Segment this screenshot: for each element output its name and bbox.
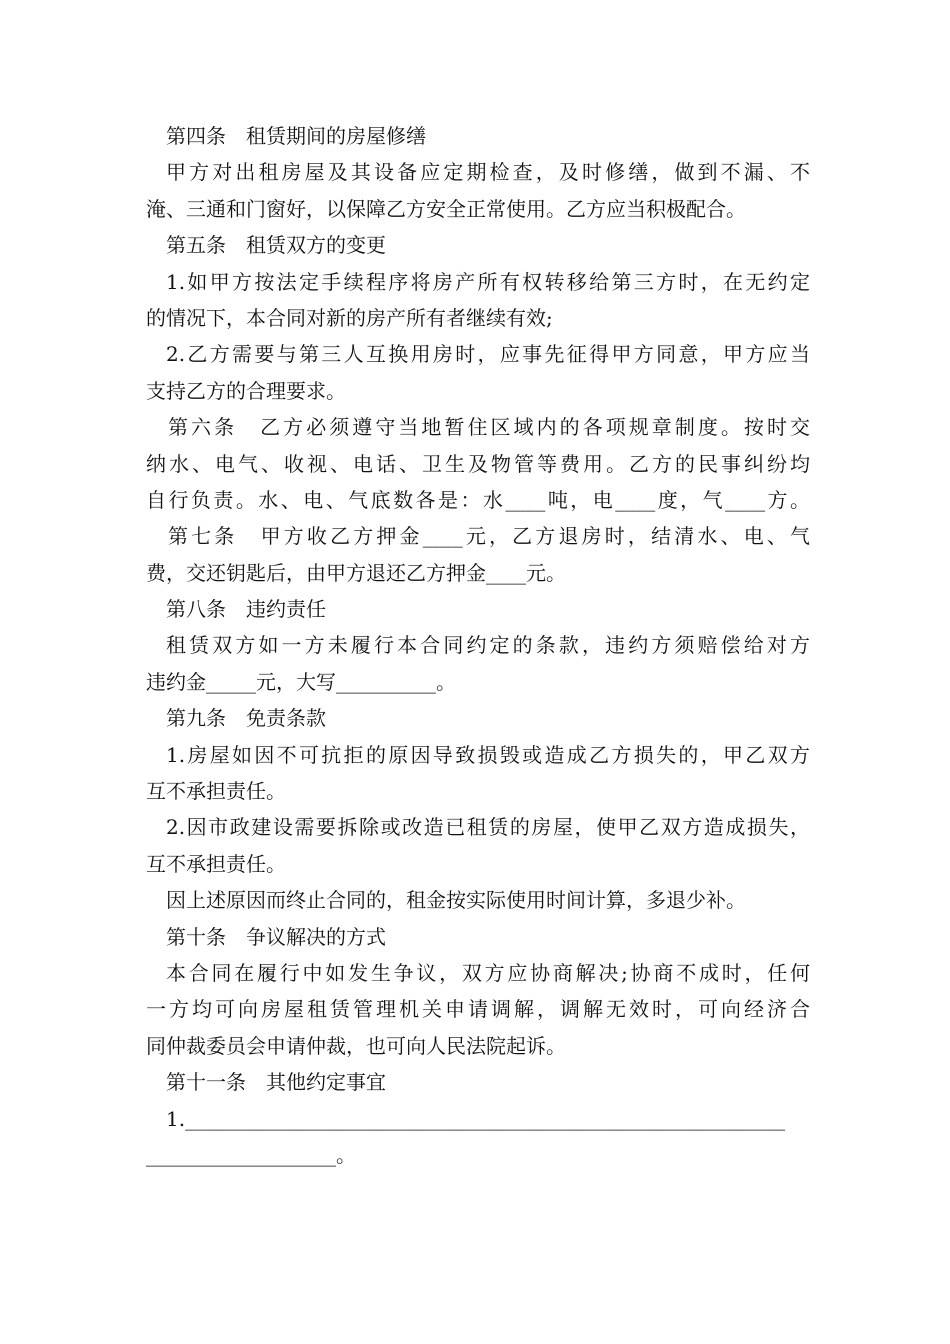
- paragraph-line: 淹、三通和门窗好，以保障乙方安全正常使用。乙方应当积极配合。: [146, 196, 746, 221]
- paragraph-line: 费，交还钥匙后，由甲方退还乙方押金____元。: [146, 560, 566, 585]
- paragraph-line: 违约金_____元，大写__________。: [146, 669, 456, 694]
- article-4-heading: 第四条 租赁期间的房屋修缮: [166, 124, 426, 148]
- paragraph-line: 甲方对出租房屋及其设备应定期检查，及时修缮，做到不漏、不: [166, 160, 810, 185]
- paragraph-line: 本合同在履行中如发生争议，双方应协商解决;协商不成时，任何: [166, 960, 810, 985]
- paragraph-line: 同仲裁委员会申请仲裁，也可向人民法院起诉。: [146, 1033, 566, 1058]
- article-11-heading: 第十一条 其他约定事宜: [166, 1070, 386, 1095]
- paragraph-line: 2.因市政建设需要拆除或改造已租赁的房屋，使甲乙双方造成损失，: [166, 815, 810, 840]
- paragraph-line: 1.如甲方按法定手续程序将房产所有权转移给第三方时，在无约定: [166, 269, 810, 294]
- document-page: [146, 118, 810, 1173]
- article-5-heading: 第五条 租赁双方的变更: [166, 233, 386, 258]
- article-6-line: 第六条 乙方必须遵守当地暂住区域内的各项规章制度。按时交: [168, 415, 810, 440]
- paragraph-line: 因上述原因而终止合同的，租金按实际使用时间计算，多退少补。: [166, 888, 746, 913]
- article-10-heading: 第十条 争议解决的方式: [166, 924, 386, 949]
- paragraph-line: 1.房屋如因不可抗拒的原因导致损毁或造成乙方损失的，甲乙双方: [166, 742, 810, 767]
- paragraph-line: 自行负责。水、电、气底数各是：水____吨，电____度，气____方。: [146, 487, 810, 512]
- blank-line-item-1: 1.____________________________________________________________: [166, 1106, 786, 1131]
- article-9-heading: 第九条 免责条款: [166, 706, 326, 731]
- paragraph-line: 租赁双方如一方未履行本合同约定的条款，违约方须赔偿给对方: [166, 633, 810, 658]
- paragraph-line: 互不承担责任。: [146, 779, 286, 804]
- paragraph-line: 2.乙方需要与第三人互换用房时，应事先征得甲方同意，甲方应当: [166, 342, 810, 367]
- paragraph-line: 支持乙方的合理要求。: [146, 378, 346, 403]
- paragraph-line: 一方均可向房屋租赁管理机关申请调解，调解无效时，可向经济合: [146, 997, 810, 1022]
- article-8-heading: 第八条 违约责任: [166, 597, 326, 622]
- paragraph-line: 互不承担责任。: [146, 851, 286, 876]
- article-7-line: 第七条 甲方收乙方押金____元，乙方退房时，结清水、电、气: [168, 524, 810, 549]
- paragraph-line: 纳水、电气、收视、电话、卫生及物管等费用。乙方的民事纠纷均: [146, 451, 810, 476]
- blank-line-continuation: ___________________。: [146, 1142, 356, 1167]
- paragraph-line: 的情况下，本合同对新的房产所有者继续有效;: [146, 305, 553, 330]
